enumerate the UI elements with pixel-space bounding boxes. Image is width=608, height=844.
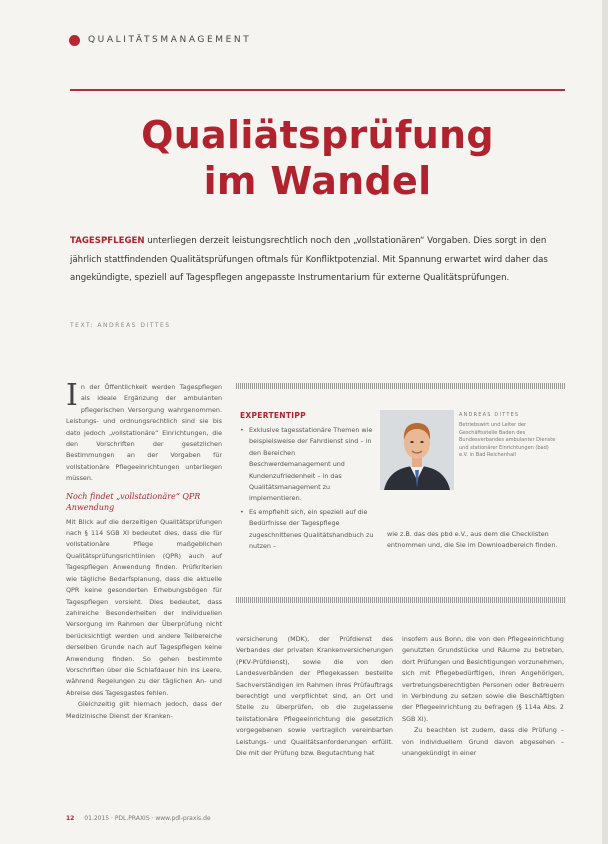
expert-box-bottom-divider [236, 597, 566, 603]
col3-paragraph-2: Zu beachten ist zudem, dass die Prüfung – von individuellem Grund davon abgesehen – unangekündigt in einer [402, 726, 564, 758]
expert-box-top-divider [236, 383, 566, 389]
title-line-1: Qualiätsprüfung [141, 113, 494, 157]
section-marker-icon [69, 35, 80, 46]
lead-paragraph [70, 232, 565, 288]
col1-subheading: Noch findet „vollstationäre“ QPR Anwendung [66, 491, 201, 512]
lead-keyword: TAGESPFLEGEN [70, 236, 145, 246]
column-3 [402, 634, 564, 759]
page-footer [66, 815, 211, 822]
author-description: Betriebswirt und Leiter der Geschäftsstelle Baden des Bundesverbandes ambulanter Dienste und stationärer Einrichtungen (bad) e.V. in Bad Reichenhall [459, 422, 556, 459]
author-photo [380, 410, 454, 490]
drop-cap: I [66, 378, 78, 413]
author-portrait-icon [380, 410, 454, 490]
col1-paragraph-1: n der Öffentlichkeit werden Tagespflegen als ideale Ergänzung der ambulanten pflegerischen Versorgung wahrgenommen. Leistungs- und ordnungsrechtlich sind sie bis dato jedoch „vollstationäre“ Einrichtungen, die den Vorschriften der gesetzlichen Bestimmungen an der Vorgaben für vollstationäre Pflegeeinrichtungen unterliegen müssen. [66, 383, 222, 483]
author-caption [459, 412, 559, 459]
col1-paragraph-2: Mit Blick auf die derzeitigen Qualitätsprüfungen nach § 114 SGB XI bedeutet dies, dass die für vollstationäre Pflege maßgeblichen Qualitätsprüfungsrichtlinien (QPR) auch auf Tagespflegen Anwendung finden. Prüfkriterien wie tägliche Bedarfsplanung, dass die aktuelle QPR keine gesonderten Erhebungsbögen für Tagespflegen vorsieht. Dies bedeutet, dass zahlreiche Besonderheiten der individuellen Versorgung im Rahmen der Überprüfung nicht berücksichtigt werden und andere Teilbereiche derselben Grunde nach auf Tagespflegen keine Anwendung finden. So gehen bestimmte Vorschriften über die Schlafdauer hin ins Leere, während Regelungen zu der täglichen An- und Abreise des Tagesgastes fehlen. [66, 517, 222, 697]
title-line-2: im Wandel [203, 159, 432, 203]
author-name: ANDREAS DITTES [459, 412, 520, 418]
expert-tip-heading: EXPERTENTIPP [240, 411, 306, 420]
col1-paragraph-3: Gleichzeitig gilt hiernach jedoch, dass der Medizinische Dienst der Kranken- [66, 700, 222, 720]
article-title [70, 112, 565, 204]
expert-tip-list [240, 425, 375, 554]
page-number: 12 [66, 815, 75, 822]
expert-tip-continuation: wie z.B. das des pbd e.V., aus dem die Checklisten entnommen und, die Sie im Downloadbereich finden. [387, 530, 558, 550]
column-2 [236, 634, 393, 759]
expert-tip-item: • Exklusive tagesstationäre Themen wie beispielsweise der Fahrdienst sind – in den Bereichen Beschwerdemanagement und Kundenzufriedenheit – in das Qualitätsmanagement zu implementieren. [240, 425, 375, 505]
expert-tip-item: • Es empfiehlt sich, ein speziell auf die Bedürfnisse der Tagespflege zugeschnittenes Qualitätshandbuch zu nutzen – [240, 507, 375, 553]
col3-paragraph-1: insofern aus Bonn, die von den Pflegeeinrichtung genutzten Grundstücke und Räume zu betreten, dort Prüfungen und Besichtigungen vorzunehmen, sich mit Pflegebedürftigen, ihren Angehörigen, vertretungsberechtigten Personen oder Betreuern in Verbindung zu setzen sowie die Beschäftigten der Pflegeeinrichtung zu befragen (§ 114a Abs. 2 SGB XI). [402, 635, 564, 723]
col2-paragraph: versicherung (MDK), der Prüfdienst des Verbandes der privaten Krankenversicherungen (PKV-Prüfdienst), sowie die von den Landesverbänden der Pflegekassen bestellte Sachverständigen im Rahmen ihres Prüfauftrags berechtigt und verpflichtet sind, an Ort und Stelle zu überprüfen, ob die zugelassene teilstationäre Pflegeeinrichtung die gesetzlich vorgegebenen sowie vertraglich vereinbarten Leistungs- und Qualitätsanforderungen erfüllt. Die mit der Prüfung bzw. Begutachtung hat [236, 635, 393, 758]
header-divider [70, 89, 565, 91]
lead-text: unterliegen derzeit leistungsrechtlich noch den „vollstationären“ Vorgaben. Dies sorgt in den jährlich stattfindenden Qualitätsprüfungen oftmals für Konfliktpotenzial. Mit Spannung erwartet wird daher das angekündigte, speziell auf Tagespflegen angepasste Instrumentarium für externe Qualitätsprüfungen. [70, 236, 548, 283]
issue-info: 01.2015 · PDL.PRAXIS · www.pdl-praxis.de [84, 815, 211, 822]
byline: TEXT: ANDREAS DITTES [70, 322, 171, 329]
column-1 [66, 378, 222, 722]
section-label: QUALITÄTSMANAGEMENT [88, 35, 252, 45]
